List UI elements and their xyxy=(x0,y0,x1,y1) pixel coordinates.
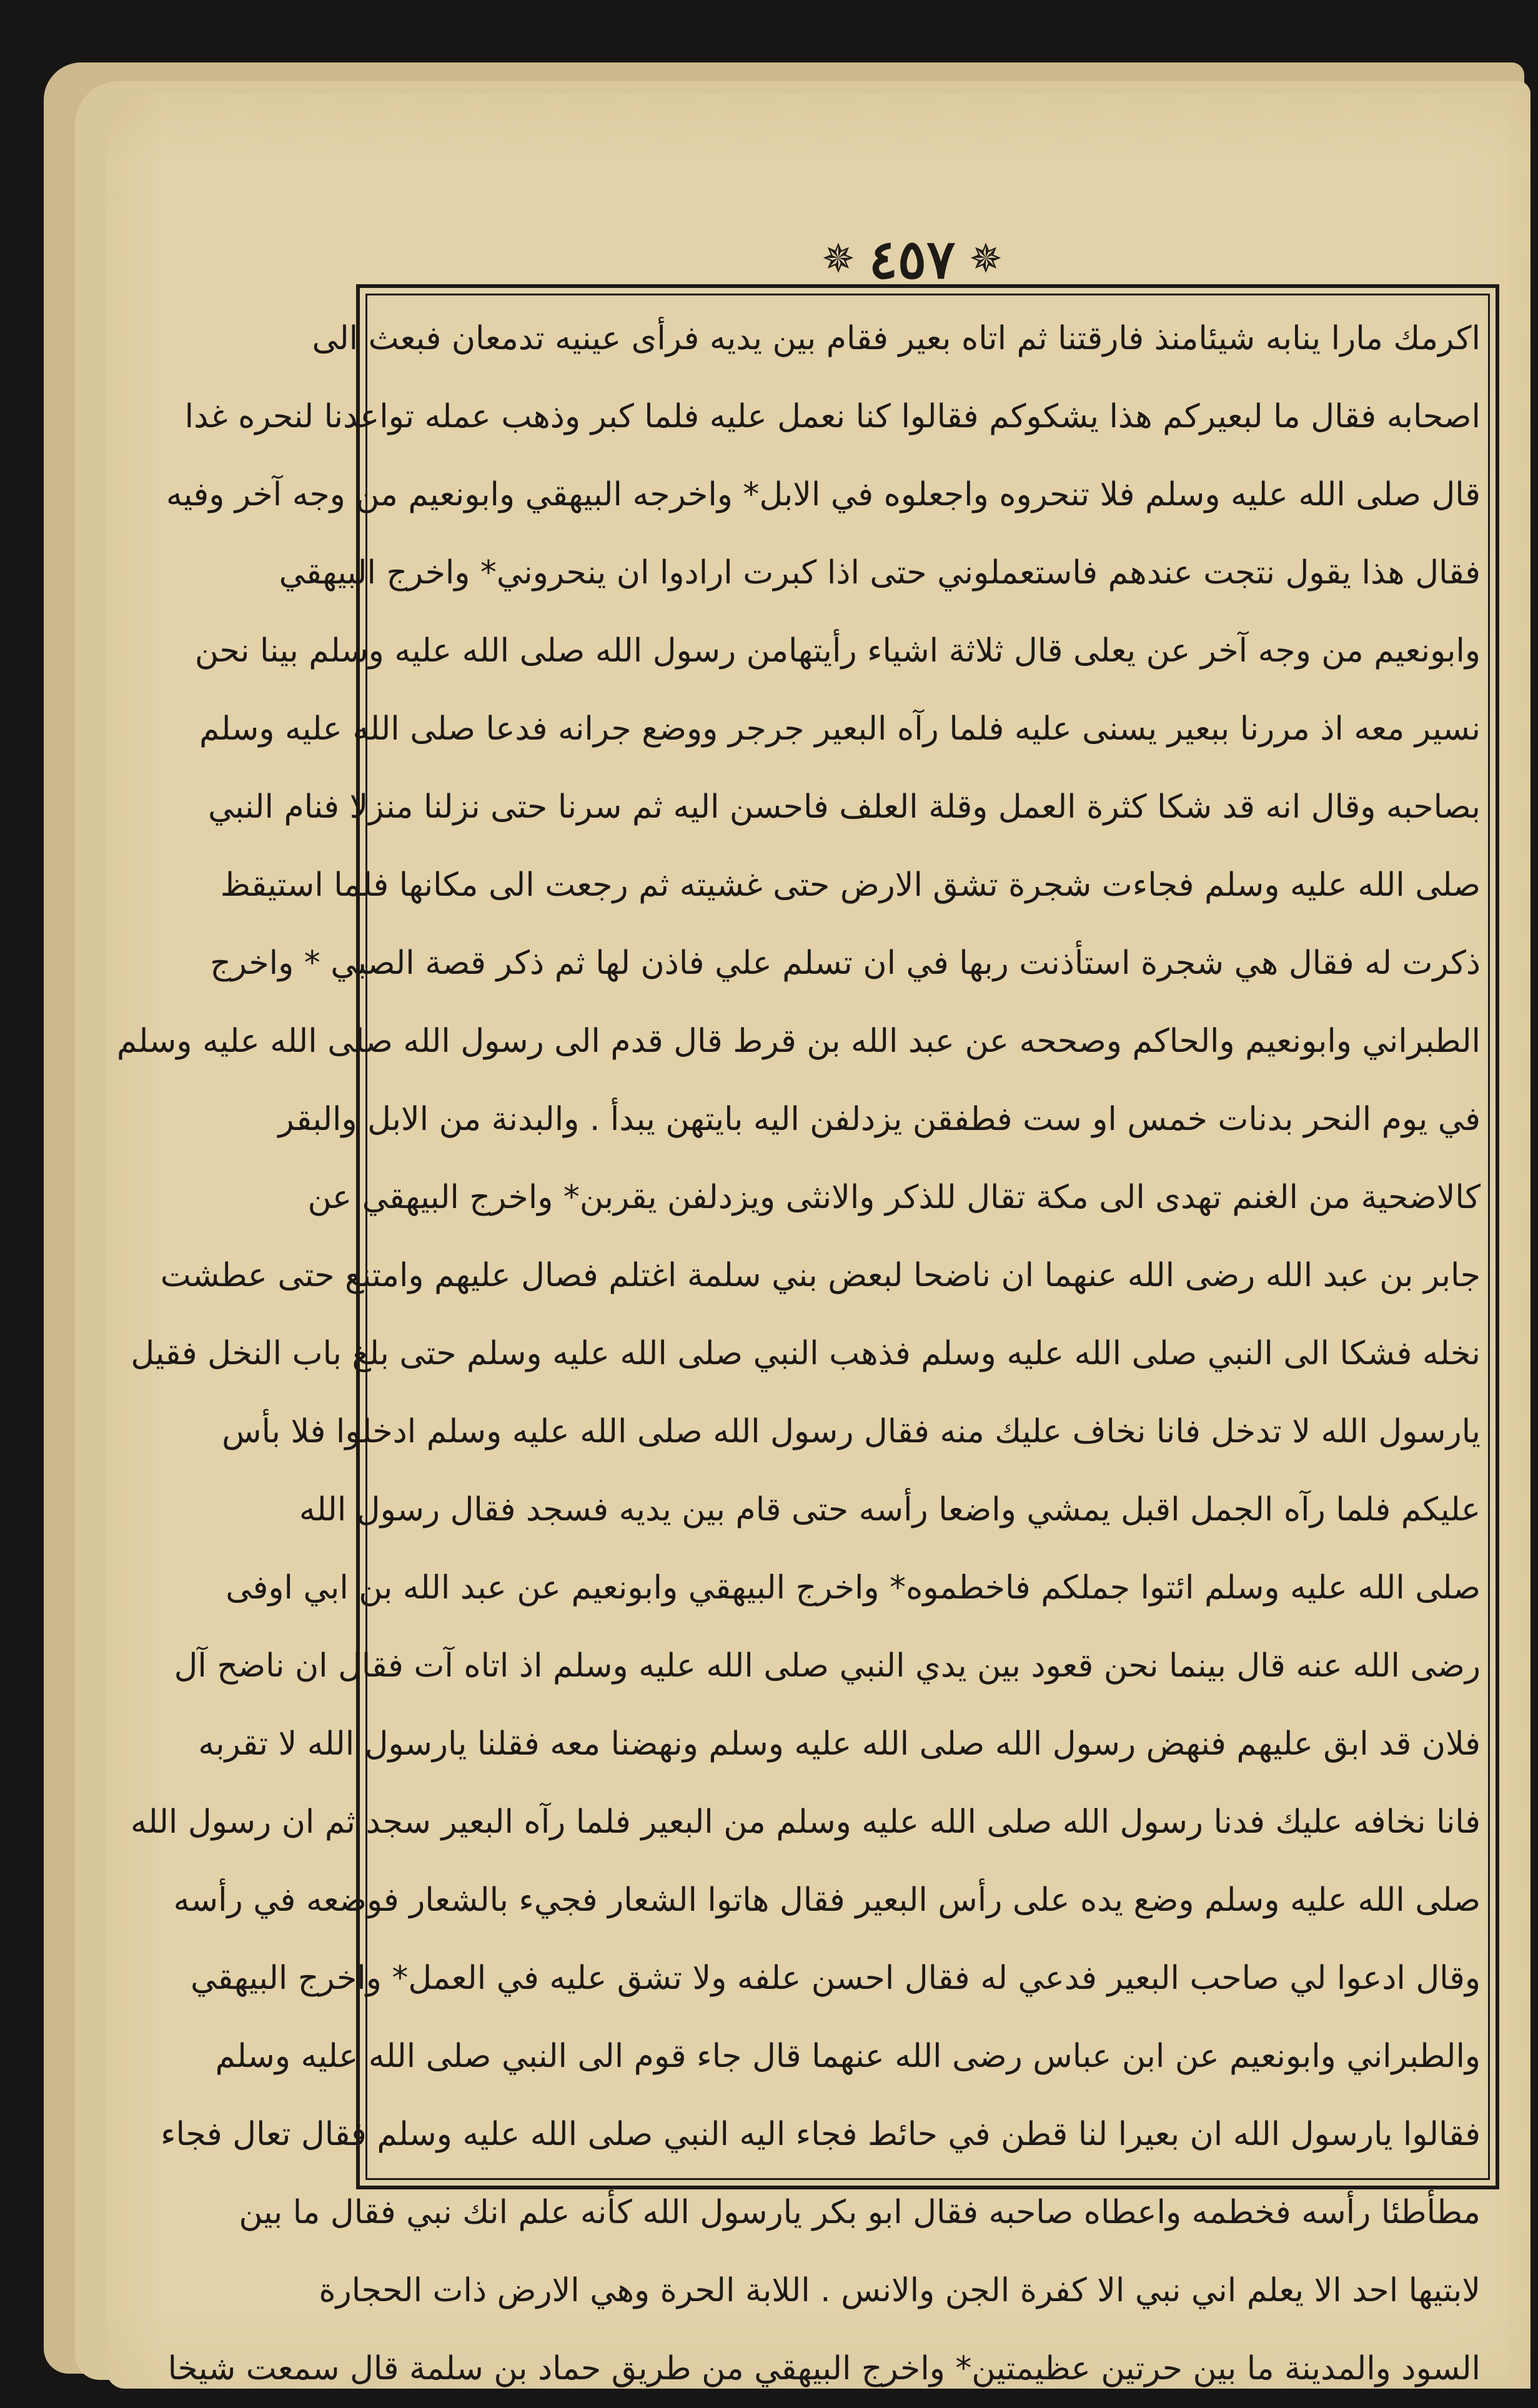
text-line: ذكرت له فقال هي شجرة استأذنت ربها في ان تسلم علي فاذن لها ثم ذكر قصة الصبي * واخرج xyxy=(210,944,1481,982)
text-line: فانا نخافه عليك فدنا رسول الله صلى الله عليه وسلم من البعير فلما رآه البعير سجد ثم ان رسول الله xyxy=(130,1803,1481,1841)
text-line: فقال هذا يقول نتجت عندهم فاستعملوني حتى اذا كبرت ارادوا ان ينحروني* واخرج البيهقي xyxy=(279,554,1481,592)
text-line: نسير معه اذ مررنا ببعير يسنى عليه فلما رآه البعير جرجر ووضع جرانه فدعا صلى الله عليه وسلم xyxy=(199,710,1481,748)
text-line: السود والمدينة ما بين حرتين عظيمتين* واخرج البيهقي من طريق حماد بن سلمة قال سمعت شيخا xyxy=(167,2350,1481,2387)
text-line: نخله فشكا الى النبي صلى الله عليه وسلم فذهب النبي صلى الله عليه وسلم حتى بلغ باب النخل فقيل xyxy=(131,1335,1481,1372)
page-number: ٤٥٧ xyxy=(868,227,956,291)
text-line: بصاحبه وقال انه قد شكا كثرة العمل وقلة العلف فاحسن اليه ثم سرنا حتى نزلنا منزلا فنام النبي xyxy=(207,788,1481,826)
body-text xyxy=(116,300,1481,2387)
text-line: وقال ادعوا لي صاحب البعير فدعي له فقال احسن علفه ولا تشق عليه في العمل* واخرج البيهقي xyxy=(191,1960,1481,1997)
text-line: اصحابه فقال ما لبعيركم هذا يشكوكم فقالوا كنا نعمل عليه فلما كبر وذهب عمله تواعدنا لنحره غدا xyxy=(184,398,1481,435)
text-line: كالاضحية من الغنم تهدى الى مكة تقال للذكر والانثى ويزدلفن يقربن* واخرج البيهقي عن xyxy=(307,1179,1481,1216)
text-line: فقالوا يارسول الله ان بعيرا لنا قطن في حائط فجاء اليه النبي صلى الله عليه وسلم فقال تعال فجاء xyxy=(161,2116,1481,2153)
text-line: وابونعيم من وجه آخر عن يعلى قال ثلاثة اشياء رأيتهامن رسول الله صلى الله عليه وسلم بينا نحن xyxy=(194,632,1481,670)
text-line: قال صلى الله عليه وسلم فلا تنحروه واجعلوه في الابل* واخرجه البيهقي وابونعيم من وجه آخر وفيه xyxy=(166,476,1481,513)
text-line: صلى الله عليه وسلم فجاءت شجرة تشق الارض حتى غشيته ثم رجعت الى مكانها فلما استيقظ xyxy=(220,866,1481,904)
ornament-left-icon: ✵ xyxy=(821,236,855,282)
text-line: صلى الله عليه وسلم وضع يده على رأس البعير فقال هاتوا الشعار فجيء بالشعار فوضعه في رأسه xyxy=(173,1881,1481,1919)
text-line: لابتيها احد الا يعلم اني نبي الا كفرة الجن والانس . اللابة الحرة وهي الارض ذات الحجارة xyxy=(319,2272,1481,2309)
text-line: الطبراني وابونعيم والحاكم وصححه عن عبد الله بن قرط قال قدم الى رسول الله صلى الله عليه وسلم xyxy=(116,1023,1481,1060)
text-line: عليكم فلما رآه الجمل اقبل يمشي واضعا رأسه حتى قام بين يديه فسجد فقال رسول الله xyxy=(299,1491,1481,1529)
text-line: صلى الله عليه وسلم ائتوا جملكم فاخطموه* واخرج البيهقي وابونعيم عن عبد الله بن ابي اوفى xyxy=(226,1569,1481,1607)
text-line: مطأطئا رأسه فخطمه واعطاه صاحبه فقال ابو بكر يارسول الله كأنه علم انك نبي فقال ما بين xyxy=(239,2194,1481,2231)
text-line: والطبراني وابونعيم عن ابن عباس رضى الله عنهما قال جاء قوم الى النبي صلى الله عليه وسلم xyxy=(215,2038,1481,2075)
ornament-right-icon: ✵ xyxy=(969,236,1003,282)
text-line: في يوم النحر بدنات خمس او ست فطفقن يزدلفن اليه بايتهن يبدأ . والبدنة من الابل والبقر xyxy=(278,1101,1481,1138)
text-line: اكرمك مارا ينابه شيئامنذ فارقتنا ثم اتاه بعير فقام بين يديه فرأى عينيه تدمعان فبعث الى xyxy=(312,320,1481,357)
text-line: فلان قد ابق عليهم فنهض رسول الله صلى الله عليه وسلم ونهضنا معه فقلنا يارسول الله لا تقربه xyxy=(198,1725,1481,1763)
text-line: رضى الله عنه قال بينما نحن قعود بين يدي النبي صلى الله عليه وسلم اذ اتاه آت فقال ان ناضح آل xyxy=(174,1647,1481,1685)
text-line: جابر بن عبد الله رضى الله عنهما ان ناضحا لبعض بني سلمة اغتلم فصال عليهم وامتنع حتى عطشت xyxy=(160,1257,1481,1294)
text-line: يارسول الله لا تدخل فانا نخاف عليك منه فقال رسول الله صلى الله عليه وسلم ادخلوا فلا بأس xyxy=(222,1413,1481,1450)
